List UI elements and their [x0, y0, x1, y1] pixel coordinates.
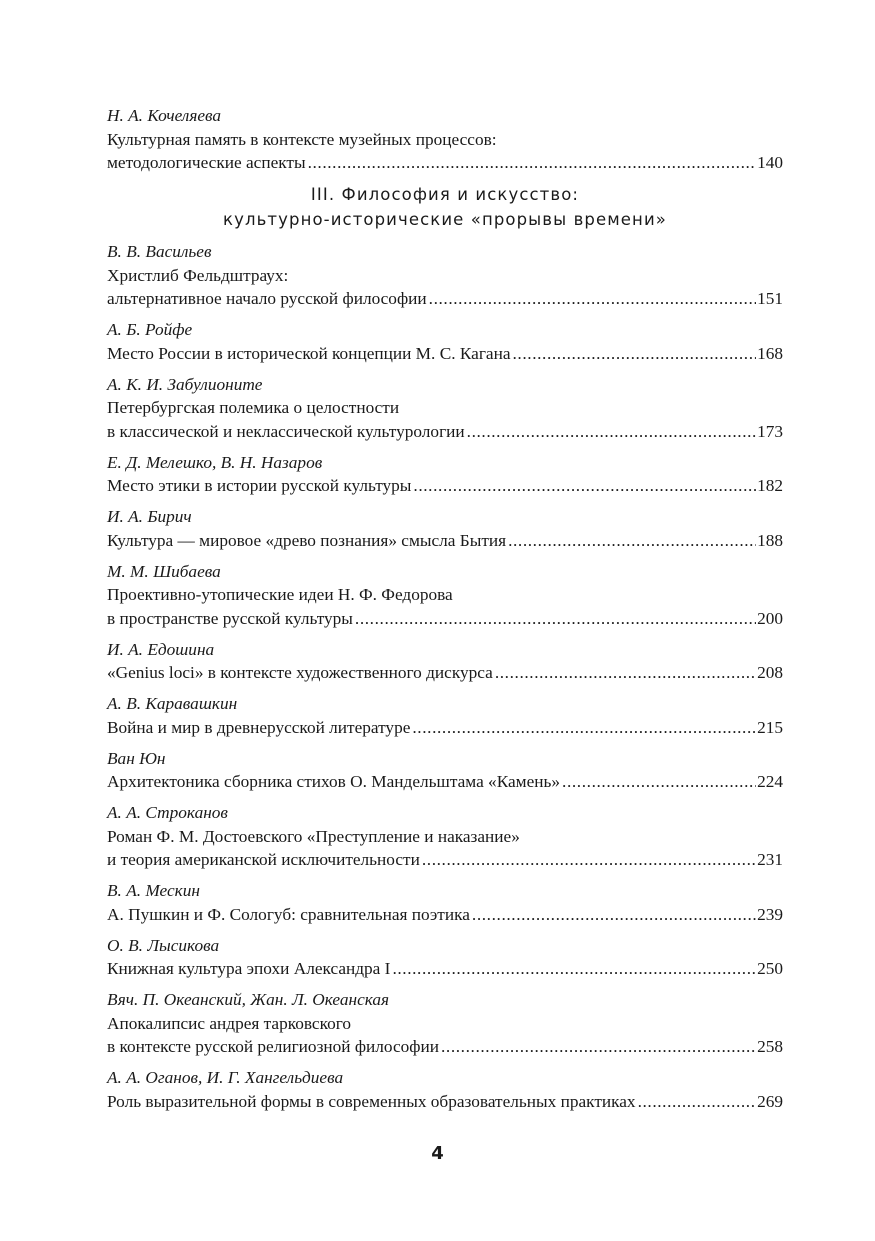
toc-entry: [107, 934, 783, 981]
section-heading-line2: культурно-исторические «прорывы времени»: [223, 210, 667, 229]
dot-leader: [413, 474, 756, 498]
table-of-contents: [107, 104, 783, 1121]
dot-leader: [355, 607, 756, 631]
toc-entry: [107, 692, 783, 739]
entry-title-last-line: [107, 957, 783, 981]
entry-title-last-line: [107, 474, 783, 498]
entry-page-number: 224: [757, 772, 783, 791]
entry-title-last-line: [107, 151, 783, 175]
entry-title-text: в пространстве русской культуры: [107, 608, 353, 628]
entry-author: А. Б. Ройфе: [107, 320, 193, 339]
toc-entries: [107, 240, 783, 1113]
entry-author: О. В. Лысикова: [107, 935, 220, 955]
dot-leader: [412, 716, 756, 740]
toc-entry: [107, 560, 783, 631]
entry-title-line: Христлиб Фельдштраух:: [107, 265, 289, 285]
dot-leader: [513, 342, 757, 366]
entry-title-line: Культурная память в контексте музейных процессов:: [107, 129, 497, 149]
entry-author: И. А. Едошина: [107, 639, 215, 659]
entry-title-text: в классической и неклассической культурологии: [107, 421, 465, 441]
entry-page-number: 140: [757, 153, 783, 172]
dot-leader: [308, 151, 757, 175]
dot-leader: [472, 903, 756, 927]
toc-entry: [107, 505, 783, 552]
entry-title-last-line: [107, 716, 783, 740]
entry-author: А. К. И. Забулионите: [107, 374, 263, 394]
toc-entry: [107, 801, 783, 872]
dot-leader: [392, 957, 756, 981]
entry-author: Е. Д. Мелешко, В. Н. Назаров: [107, 452, 323, 472]
entry-page-number: 208: [757, 663, 783, 682]
entry-author: Н. А. Кочеляева: [107, 106, 222, 125]
entry-page-number: 231: [757, 850, 783, 869]
toc-entry: [107, 879, 783, 926]
entry-page-number: 269: [757, 1091, 783, 1111]
entry-author: В. А. Мескин: [107, 881, 200, 900]
entry-author: В. В. Васильев: [107, 242, 212, 261]
entry-author: И. А. Бирич: [107, 507, 192, 526]
toc-entry: [107, 318, 783, 365]
entry-title-last-line: [107, 1035, 783, 1059]
entry-page-number: 215: [757, 717, 783, 737]
entry-page-number: 173: [757, 421, 783, 441]
entry-page-number: 200: [757, 608, 783, 628]
toc-entry: [107, 373, 783, 444]
entry-title-line: Петербургская полемика о целостности: [107, 398, 400, 417]
entry-author: Вяч. П. Океанский, Жан. Л. Океанская: [107, 990, 390, 1009]
entry-title-line: Роман Ф. М. Достоевского «Преступление и наказание»: [107, 826, 520, 846]
entry-page-number: 151: [757, 289, 783, 308]
dot-leader: [562, 770, 756, 794]
dot-leader: [422, 848, 756, 872]
entry-author: А. А. Строканов: [107, 803, 228, 822]
entry-title-text: Место этики в истории русской культуры: [107, 476, 412, 495]
toc-entry: [107, 104, 783, 175]
entry-title-last-line: [107, 287, 783, 311]
entry-title-text: альтернативное начало русской философии: [107, 289, 427, 308]
section-heading-line1: III. Философия и искусство:: [310, 185, 580, 204]
entry-title-last-line: [107, 529, 783, 553]
entry-page-number: 250: [757, 959, 783, 978]
entry-title-last-line: [107, 770, 783, 794]
entry-page-number: 182: [757, 476, 783, 495]
entry-title-text: Книжная культура эпохи Александра I: [107, 959, 391, 978]
entry-title-text: «Genius loci» в контексте художественного дискурса: [107, 663, 493, 682]
page-number-footer: 4: [431, 1143, 444, 1164]
entry-page-number: 168: [757, 343, 783, 363]
entry-page-number: 239: [757, 904, 783, 924]
entry-page-number: 258: [757, 1037, 783, 1056]
entry-title-text: Роль выразительной формы в современных образовательных практиках: [107, 1091, 636, 1111]
dot-leader: [429, 287, 756, 311]
entry-title-text: Война и мир в древнерусской литературе: [107, 717, 411, 737]
toc-entry: [107, 1066, 783, 1113]
entry-author: Ван Юн: [107, 748, 166, 768]
entry-title-last-line: [107, 342, 783, 366]
dot-leader: [508, 529, 756, 553]
toc-entry: [107, 747, 783, 794]
entry-title-last-line: [107, 848, 783, 872]
entry-title-line: Проективно-утопические идеи Н. Ф. Федорова: [107, 585, 453, 604]
entry-title-text: А. Пушкин и Ф. Сологуб: сравнительная поэтика: [107, 904, 470, 924]
toc-entry: [107, 988, 783, 1059]
entry-title-last-line: [107, 903, 783, 927]
entry-title-text: методологические аспекты: [107, 153, 306, 172]
entry-title-last-line: [107, 420, 783, 444]
entry-title-text: в контексте русской религиозной философии: [107, 1037, 439, 1056]
dot-leader: [441, 1035, 756, 1059]
entry-title-text: Культура — мировое «древо познания» смысла Бытия: [107, 530, 507, 550]
entry-author: А. В. Каравашкин: [107, 694, 238, 713]
dot-leader: [467, 420, 756, 444]
entry-title-last-line: [107, 661, 783, 685]
entry-title-text: Место России в исторической концепции М. С. Кагана: [107, 343, 511, 363]
entry-title-line: Апокалипсис андрея тарковского: [107, 1013, 352, 1033]
dot-leader: [495, 661, 756, 685]
dot-leader: [638, 1090, 757, 1114]
toc-entry: [107, 451, 783, 498]
entry-author: А. А. Оганов, И. Г. Хангельдиева: [107, 1068, 344, 1087]
entry-title-text: и теория американской исключительности: [107, 850, 420, 869]
entry-page-number: 188: [757, 530, 783, 550]
entry-author: М. М. Шибаева: [107, 561, 221, 581]
toc-entry: [107, 240, 783, 311]
toc-entry: [107, 638, 783, 685]
entry-title-last-line: [107, 1090, 783, 1114]
section-heading: [107, 182, 783, 232]
entry-title-text: Архитектоника сборника стихов О. Мандельштама «Камень»: [107, 772, 561, 791]
entry-title-last-line: [107, 607, 783, 631]
